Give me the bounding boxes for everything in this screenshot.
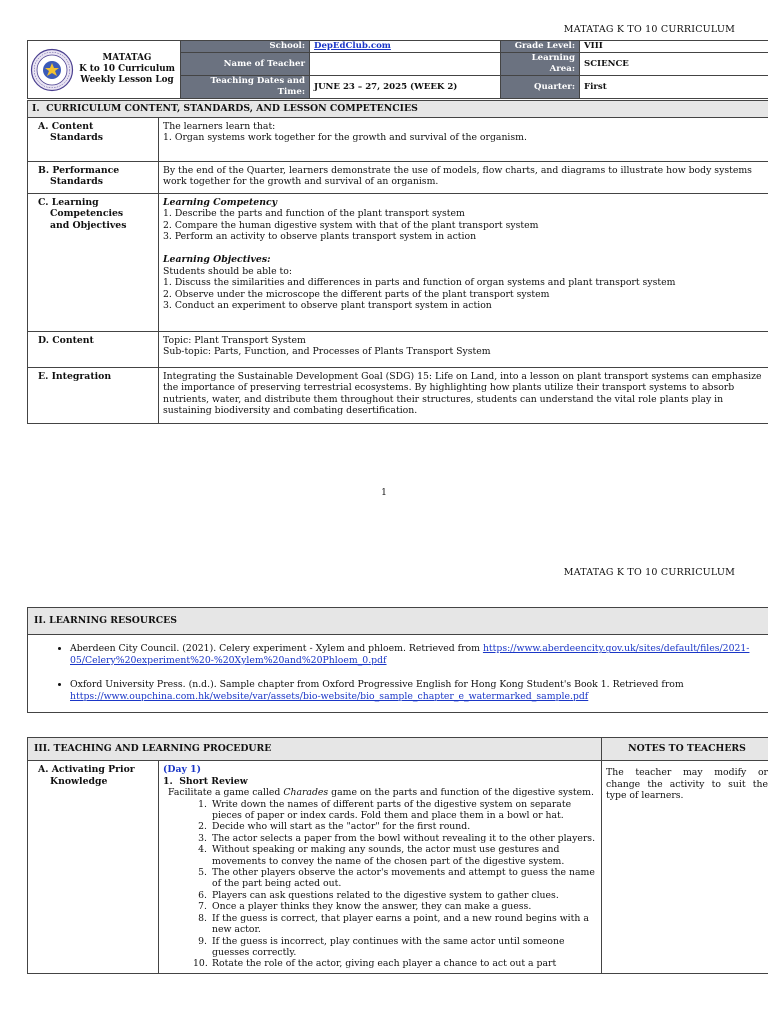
resource-link[interactable]: https://www.aberdeencity.gov.uk/sites/default/files/2021-05/Celery%20experiment%20-%20Xylem%20and%20Phloem_0.pdf: [70, 643, 750, 666]
competency-item: 3. Perform an activity to observe plants transport system in action: [163, 231, 477, 243]
log-title-line-3: Weekly Lesson Log: [80, 75, 174, 85]
grade-label: Grade Level:: [501, 41, 580, 53]
steps-list: [163, 799, 597, 970]
content-topic: [159, 331, 768, 367]
review-heading: 1. Short Review: [163, 775, 248, 787]
dates-label: Teaching Dates and Time:: [181, 76, 310, 99]
school-label: School:: [181, 41, 310, 53]
resources-list: [34, 643, 766, 702]
activating-procedure: [159, 761, 602, 973]
page-number: 1: [381, 488, 387, 498]
competency-item: 2. Compare the human digestive system with that of the plant transport system: [163, 219, 539, 231]
notes-to-teachers: The teacher may modify or change the activity to suit the type of learners.: [602, 761, 768, 973]
section-1-number: I.: [32, 103, 40, 114]
dates-value: JUNE 23 – 27, 2025 (WEEK 2): [310, 76, 501, 99]
topic-line: Topic: Plant Transport System: [163, 334, 306, 346]
step-item: 3. The actor selects a paper from the bowl without revealing it to the other players.: [198, 832, 596, 844]
competency-heading: Learning Competency: [163, 196, 278, 208]
school-link[interactable]: DepEdClub.com: [314, 41, 391, 51]
content-standards-label: A. Content Standards: [28, 117, 159, 161]
teacher-label: Name of Teacher: [181, 53, 310, 76]
performance-standards: By the end of the Quarter, learners demonstrate the use of models, flow charts, and diagrams to illustrate how body systems work together for the growth and survival of an organism.: [159, 161, 768, 193]
competency-item: 1. Describe the parts and function of the plant transport system: [163, 208, 465, 220]
step-item: 7. Once a player thinks they know the answer, they can make a guess.: [198, 901, 532, 913]
content-standards-line: 1. Organ systems work together for the growth and survival of the organism.: [163, 132, 527, 144]
resources-cell: [28, 635, 768, 713]
area-value: SCIENCE: [580, 53, 768, 76]
resource-link[interactable]: https://www.oupchina.com.hk/website/var/assets/bio-website/bio_sample_chapter_e_watermarked_sample.pdf: [70, 690, 589, 702]
notes-title: NOTES TO TEACHERS: [602, 738, 768, 761]
objective-item: 2. Observe under the microscope the different parts of the plant transport system: [163, 288, 550, 300]
step-item: 1. Write down the names of different parts of the digestive system on separate pieces of paper or index cards. Fold them and place them in a bowl or hat.: [198, 798, 572, 822]
section-2-title: II. LEARNING RESOURCES: [28, 608, 768, 635]
section-2-table: [27, 607, 768, 713]
content-standards-line: The learners learn that:: [163, 120, 276, 132]
objectives-intro: Students should be able to:: [163, 265, 293, 277]
log-title: [74, 53, 180, 86]
quarter-value: First: [580, 76, 768, 99]
section-1-title: [28, 101, 768, 118]
section-3-title: III. TEACHING AND LEARNING PROCEDURE: [28, 738, 602, 761]
quarter-label: Quarter:: [501, 76, 580, 99]
content-label: D. Content: [28, 331, 159, 367]
log-title-line-1: MATATAG: [102, 53, 152, 63]
game-intro: Facilitate a game called Charades game on the parts and function of the digestive system.: [168, 787, 594, 799]
objective-item: 3. Conduct an experiment to observe plant transport system in action: [163, 300, 492, 312]
objective-item: 1. Discuss the similarities and differences in parts and function of organ systems and plant transport system: [163, 277, 676, 289]
lesson-info-table: [27, 40, 768, 99]
step-item: 2. Decide who will start as the "actor" for the first round.: [198, 821, 471, 833]
section-1-title-text: CURRICULUM CONTENT, STANDARDS, AND LESSON COMPETENCIES: [46, 103, 418, 114]
step-item: 4. Without speaking or making any sounds, the actor must use gestures and movements to convey the name of the chosen part of the digestive system.: [198, 844, 565, 867]
deped-seal-icon: [30, 48, 74, 92]
section-3-table: [27, 737, 768, 974]
integration-label: E. Integration: [28, 367, 159, 423]
content-standards: [159, 117, 768, 161]
integration-text: Integrating the Sustainable Development Goal (SDG) 15: Life on Land, into a lesson on plant transport systems can emphasize the importance of preserving terrestrial ecosystems. By highlighting how plants utilize their transport systems to absorb nutrients, water, and distribute them throughout their structures, students can understand the vital role plants play in sustaining biodiversity and combating desertification.: [159, 367, 768, 423]
subtopic-line: Sub-topic: Parts, Function, and Processes of Plants Transport System: [163, 346, 491, 358]
teacher-value: [310, 53, 501, 76]
step-item: 8. If the guess is correct, that player earns a point, and a new round begins with a new actor.: [198, 912, 589, 936]
area-label: Learning Area:: [501, 53, 580, 76]
day-label: (Day 1): [163, 764, 201, 776]
section-1-table: [27, 100, 768, 424]
school-value: [310, 41, 501, 53]
log-title-line-2: K to 10 Curriculum: [79, 64, 175, 74]
running-header: MATATAG K TO 10 CURRICULUM: [563, 567, 735, 578]
objectives-heading: Learning Objectives:: [163, 253, 271, 265]
step-item: 5. The other players observe the actor's movements and attempt to guess the name of the part being acted out.: [198, 867, 595, 890]
competencies-label: C. Learning Competencies and Objectives: [28, 193, 159, 331]
resource-item: • Aberdeen City Council. (2021). Celery experiment - Xylem and phloem. Retrieved from https://www.aberdeencity.gov.uk/sites/default/files/2021-05/Celery%20experiment%20-%20Xylem%20and%20Phloem_0.pdf: [70, 643, 766, 666]
resource-item: • Oxford University Press. (n.d.). Sample chapter from Oxford Progressive English for Hong Kong Student's Book 1. Retrieved from https://www.oupchina.com.hk/website/var/assets/bio-website/bio_sample_chapter_e_watermarked_sample.pdf: [70, 679, 766, 702]
activating-label: A. Activating Prior Knowledge: [28, 761, 159, 973]
step-item: 6. Players can ask questions related to the digestive system to gather clues.: [198, 889, 559, 901]
grade-value: VIII: [580, 41, 768, 53]
logo-cell: [28, 41, 181, 99]
performance-label: B. Performance Standards: [28, 161, 159, 193]
running-header: MATATAG K TO 10 CURRICULUM: [563, 24, 735, 35]
competencies-objectives: [159, 193, 768, 331]
step-item: 10. Rotate the role of the actor, giving each player a chance to act out a part: [193, 958, 557, 970]
step-item: 9. If the guess is incorrect, play continues with the same actor until someone guesses correctly.: [198, 935, 565, 958]
